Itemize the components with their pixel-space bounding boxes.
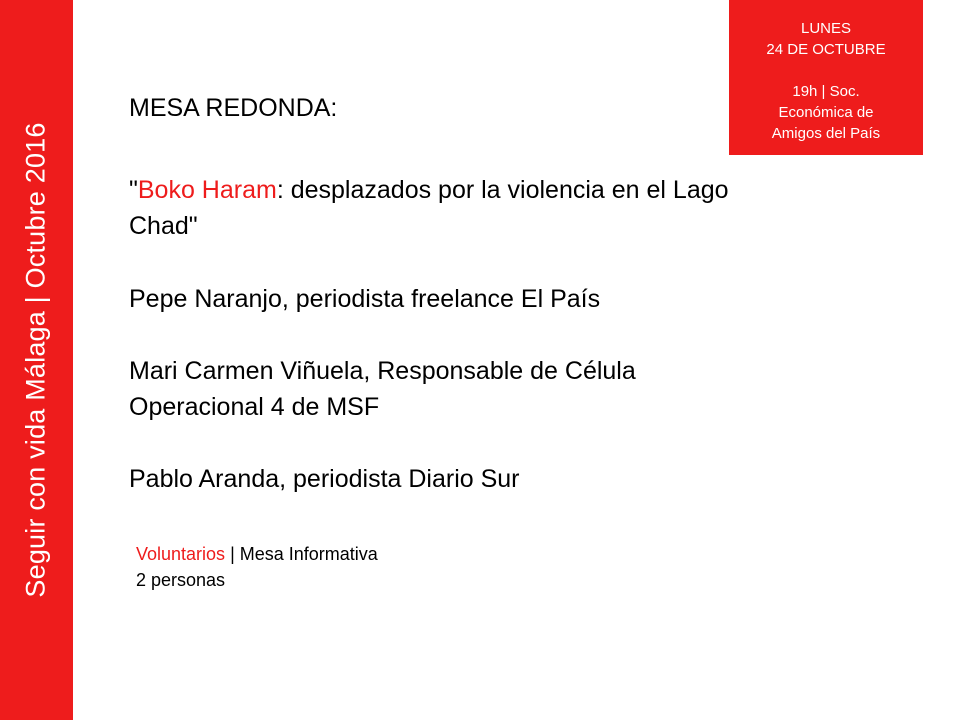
title-highlight: Boko Haram	[137, 176, 277, 204]
date-day: LUNES	[800, 20, 852, 37]
date-time-place-2: Económica de	[778, 104, 874, 121]
sidebar-caption: Seguir con vida Málaga | Octubre 2016	[20, 122, 51, 598]
title-rest: : desplazados por la violencia en el Lago Chad"	[129, 176, 729, 240]
date-time-place-3: Amigos del País	[771, 125, 881, 142]
date-time-place-1: 19h | Soc.	[792, 83, 860, 100]
speaker-item: Pepe Naranjo, periodista freelance El País	[129, 285, 601, 313]
title-open-quote: "	[129, 176, 138, 204]
event-title	[129, 172, 759, 244]
speaker-item: Pablo Aranda, periodista Diario Sur	[129, 465, 520, 493]
sidebar-band	[0, 0, 73, 720]
volunteer-separator: |	[225, 544, 240, 564]
date-date: 24 DE OCTUBRE	[766, 41, 886, 58]
volunteer-note	[136, 541, 378, 593]
date-box	[729, 0, 923, 155]
volunteer-role: Mesa Informativa	[239, 544, 378, 564]
speaker-list	[129, 281, 769, 497]
volunteer-label: Voluntarios	[136, 544, 226, 564]
speaker-item: Mari Carmen Viñuela, Responsable de Célula Operacional 4 de MSF	[129, 357, 636, 421]
event-heading: MESA REDONDA:	[129, 94, 338, 122]
volunteer-count: 2 personas	[136, 570, 226, 590]
